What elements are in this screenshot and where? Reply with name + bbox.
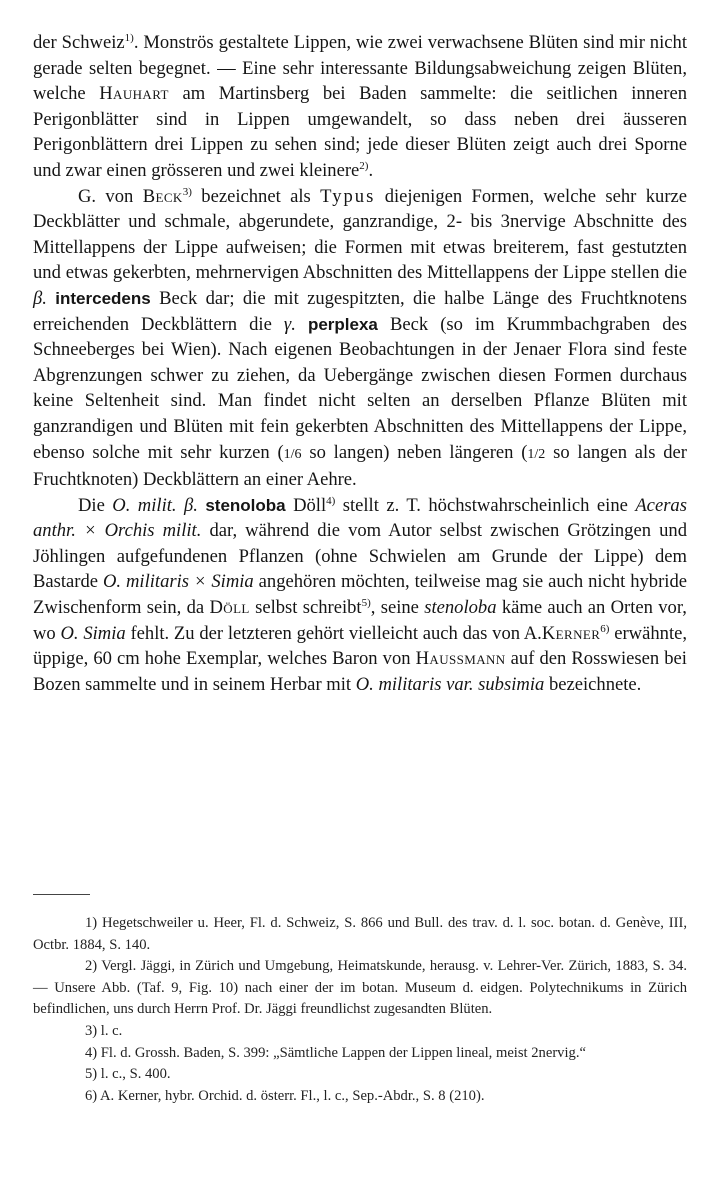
person-name: Döll: [209, 597, 250, 619]
spaced-term: Typus: [320, 185, 376, 207]
footnote-ref-2: 2): [359, 159, 369, 172]
variety-name: intercedens: [55, 288, 151, 308]
fraction: 1/2: [527, 446, 546, 462]
footnote-4: 4) Fl. d. Grossh. Baden, S. 399: „Sämtliche Lappen der Lippen lineal, meist 2nervig.“: [85, 1044, 586, 1061]
footnote-ref-3: 3): [182, 185, 192, 198]
footnote-ref-5: 5): [361, 596, 371, 609]
person-name: Haussmann: [415, 648, 506, 670]
main-text: [33, 30, 687, 697]
variety-name: stenoloba: [205, 495, 286, 515]
paragraph-3: Die O. milit. β. stenoloba Döll$^{4)}$ stellt z. T. höchstwahrscheinlich eine Aceras anthr. × Orchis milit. dar, während die vom Autor selbst zwischen Grötzingen und Jöhlingen aufgefundenen Pflanzen (ohne Schwielen am Grunde der Lippe) dem Bastarde O. militaris × Simia angehören möchten, teilweise mag sie auch nicht hybride Zwischenform sein, da Döll selbst schreibt$^{5)}$, seine stenoloba käme auch an Orten vor, wo O. Simia fehlt. Zu der letzteren gehört vielleicht auch das von A.Kerner$^{6)}$ erwähnte, üppige, 60 cm hohe Exemplar, welches Baron von Haussmann auf den Rosswiesen bei Bozen sammelte und in seinem Herbar mit O. militaris var. subsimia bezeichnete.: [33, 494, 688, 695]
footnote-1: 1) Hegetschweiler u. Heer, Fl. d. Schweiz, S. 866 und Bull. des trav. d. l. soc. botan. d. Genève, III, Octbr. 1884, S. 140.: [33, 915, 687, 953]
person-name: Beck: [142, 185, 183, 207]
footnote-3: 3) l. c.: [85, 1022, 123, 1039]
fraction: 1/6: [283, 446, 302, 462]
footnote-5: 5) l. c., S. 400.: [85, 1066, 171, 1083]
person-name: Kerner: [541, 622, 601, 644]
person-name: Hauhart: [99, 83, 169, 105]
paragraph-2: G. von Beck$^{3)}$ bezeichnet als Typus diejenigen Formen, welche sehr kurze Deckblätter und schmale, abgerundete, ganzrandige, 2- bis 3nervige Abschnitte des Mittellappens der Lippe aufweisen; die Formen mit etwas breiterem, fast gestutzten und etwas gekerbten, mehrnervigen Abschnitten des Mittellappens der Lippe stellen die β. intercedens Beck dar; die mit zugespitzten, die halbe Länge des Fruchtknotens erreichenden Deckblättern die γ. perplexa Beck (so im Krummbachgraben des Schneeberges bei Wien). Nach eigenen Beobachtungen in der Jenaer Flora sind feste Abgrenzungen schwer zu ziehen, da Uebergänge zwischen diesen Formen durchaus keine Seltenheit sind. Man findet nicht selten an derselben Pflanze Blüten mit ganzrandigen und Blüten mit fein gekerbten Abschnitten des Mittellappens der Lippe, ebenso solche mit sehr kurzen (1/6 so langen) neben längeren (1/2 so langen als der Fruchtknoten) Deckblättern an einer Aehre.: [33, 185, 688, 491]
footnote-divider: [33, 894, 90, 895]
footnote-6: 6) A. Kerner, hybr. Orchid. d. österr. Fl., l. c., Sep.-Abdr., S. 8 (210).: [85, 1087, 485, 1104]
footnote-2: 2) Vergl. Jäggi, in Zürich und Umgebung, Heimatskunde, herausg. v. Lehrer-Ver. Zürich, 1883, S. 34. — Unsere Abb. (Taf. 9, Fig. 10) nach einer der im botan. Museum d. eidgen. Polytechnikums in Zürich befindlichen, uns durch Herrn Prof. Dr. Jäggi freundlichst zugesandten Blüten.: [33, 958, 687, 1018]
footnote-ref-1: 1): [124, 31, 134, 44]
paragraph-1: der Schweiz$^{1)}$. Monströs gestaltete Lippen, wie zwei verwachsene Blüten sind mir nicht gerade selten begegnet. — Eine sehr interessante Bildungsabweichung zeigen Blüten, welche Hauhart am Martinsberg bei Baden sammelte: die seitlichen inneren Perigonblätter sind in Lippen umgewandelt, so dass neben drei äusseren Perigonblättern drei Lippen zu sehen sind; jede dieser Blüten zeigt auch drei Sporne und zwar einen grösseren und zwei kleinere$^{2)}$.: [33, 31, 688, 181]
variety-name: perplexa: [307, 314, 378, 334]
footnote-ref-4: 4): [326, 494, 336, 507]
footnote-ref-6: 6): [600, 622, 610, 635]
footnotes: [33, 913, 687, 1107]
